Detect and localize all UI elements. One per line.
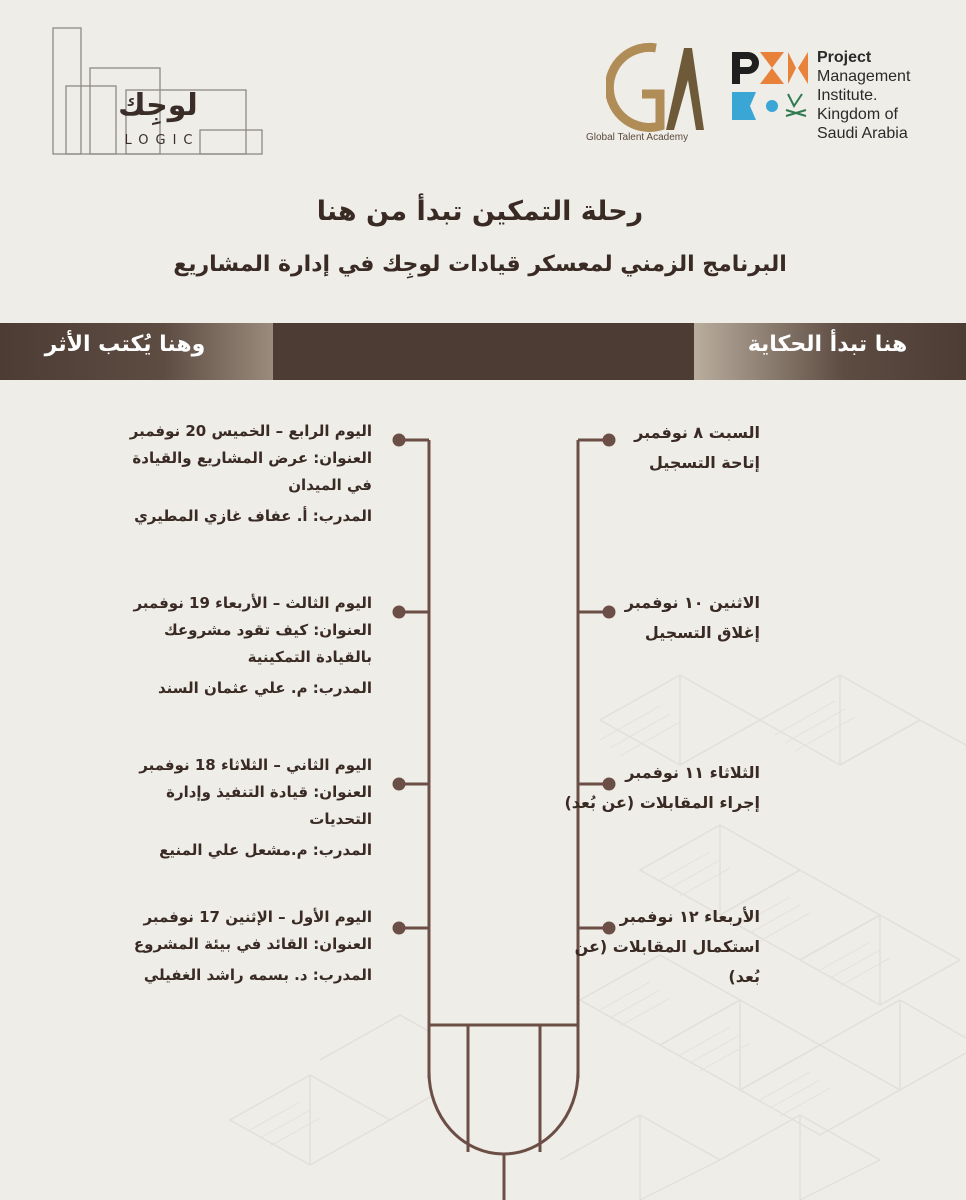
page-subtitle: البرنامج الزمني لمعسكر قيادات لوجِك في إدارة المشاريع	[173, 252, 787, 277]
event-right-2	[560, 588, 760, 648]
node-left-3	[393, 778, 406, 791]
event-trainer: المدرب: د. بسمه راشد الغفيلي	[143, 966, 372, 984]
node-left-4	[393, 922, 406, 935]
event-title-cont: بالقيادة التمكينية	[247, 648, 372, 666]
event-trainer: المدرب: م.مشعل علي المنيع	[159, 841, 372, 859]
logic-logo-arabic: لوجِك	[118, 88, 198, 123]
event-title: استكمال المقابلات (عن بُعد)	[574, 937, 760, 986]
pmi-line-1: Project	[817, 49, 872, 66]
pmi-line-4: Kingdom of	[817, 106, 898, 123]
event-trainer: المدرب: أ. عفاف غازي المطيري	[134, 507, 372, 525]
band-label-right: هنا تبدأ الحكاية	[747, 332, 908, 357]
event-left-day1	[110, 904, 372, 989]
pmi-line-3: Institute.	[817, 87, 878, 104]
event-left-day4	[110, 418, 372, 530]
timeline-vessel-bottom	[429, 1072, 578, 1154]
event-title-cont: في الميدان	[288, 476, 372, 494]
event-title: إتاحة التسجيل	[649, 453, 760, 472]
event-trainer: المدرب: م. علي عثمان السند	[157, 679, 372, 697]
event-title: العنوان: قيادة التنفيذ وإدارة التحديات	[166, 783, 372, 828]
logic-logo-english: LOGIC	[124, 133, 200, 148]
band-label-left: وهنا يُكتب الأثر	[44, 332, 206, 357]
event-left-day3	[110, 590, 372, 702]
page-title: رحلة التمكين تبدأ من هنا	[316, 196, 644, 227]
event-date: اليوم الأول – الإثنين 17 نوفمبر	[143, 908, 372, 926]
event-date: اليوم الثاني – الثلاثاء 18 نوفمبر	[139, 756, 372, 774]
pmi-line-5: Saudi Arabia	[817, 125, 908, 142]
event-date: السبت ٨ نوفمبر	[634, 423, 760, 442]
ga-caption: Global Talent Academy	[586, 132, 689, 143]
pmi-line-2: Management	[817, 68, 911, 85]
event-title: إغلاق التسجيل	[644, 623, 760, 642]
event-date: اليوم الثالث – الأربعاء 19 نوفمبر	[133, 594, 372, 612]
event-title: إجراء المقابلات (عن بُعد)	[564, 793, 760, 812]
event-date: الأربعاء ١٢ نوفمبر	[619, 907, 760, 926]
event-date: الاثنين ١٠ نوفمبر	[624, 593, 760, 612]
event-date: الثلاثاء ١١ نوفمبر	[625, 763, 760, 782]
event-date: اليوم الرابع – الخميس 20 نوفمبر	[129, 422, 372, 440]
event-title: العنوان: القائد في بيئة المشروع	[133, 935, 372, 953]
event-title: العنوان: كيف تقود مشروعك	[163, 621, 372, 639]
event-right-3	[560, 758, 760, 818]
event-title: العنوان: عرض المشاريع والقيادة	[132, 449, 372, 467]
node-left-1	[393, 434, 406, 447]
event-right-1	[560, 418, 760, 478]
event-left-day2	[110, 752, 372, 864]
node-left-2	[393, 606, 406, 619]
event-right-4	[560, 902, 760, 992]
